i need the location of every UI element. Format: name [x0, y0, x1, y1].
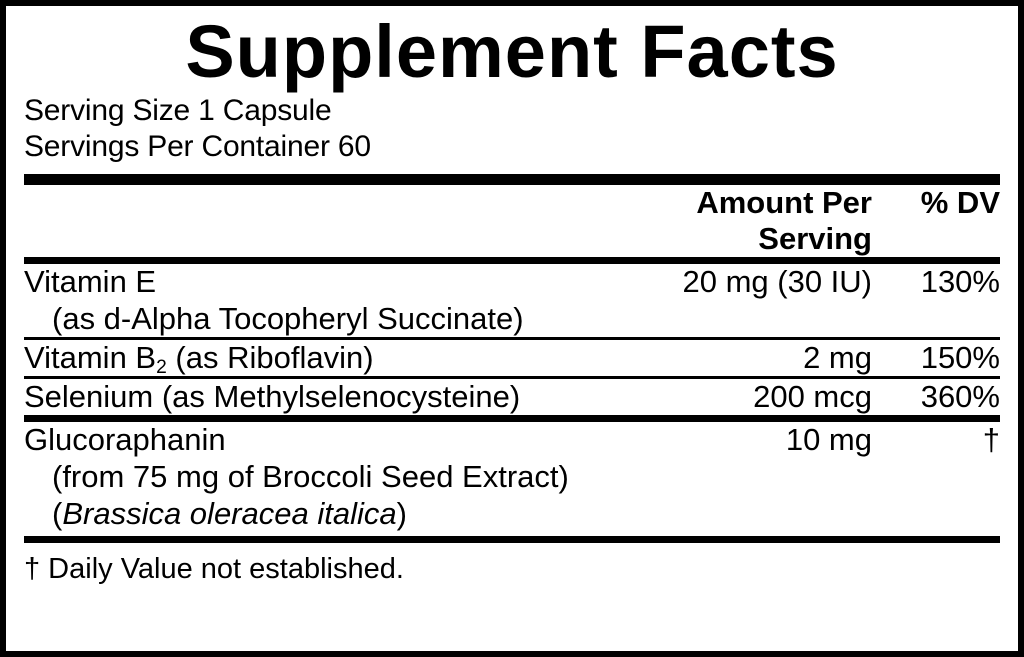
nutrition-table — [24, 185, 1000, 257]
nutrient-name-cell: Selenium (as Methylselenocysteine) — [24, 378, 521, 414]
nutrient-name-pre: Vitamin B — [24, 339, 157, 375]
nutrient-selenium-table — [24, 379, 1000, 415]
nutrient-dv: † — [982, 421, 1000, 457]
divider-before-blend — [24, 415, 1000, 422]
nutrient-source: (from 75 mg of Broccoli Seed Extract) — [52, 458, 569, 494]
divider-under-header — [24, 257, 1000, 264]
table-header-row — [24, 185, 1000, 257]
nutrient-dv: 150% — [920, 339, 1000, 375]
nutrient-name-subscript: 2 — [156, 356, 167, 378]
nutrient-name-cell — [24, 264, 622, 337]
nutrient-name: Vitamin E — [24, 263, 157, 299]
header-percent-dv: % DV — [920, 184, 1000, 220]
serving-size-text: Serving Size 1 Capsule — [24, 93, 332, 127]
nutrient-glucoraphanin-table — [24, 422, 1000, 532]
nutrient-name-post: (as Riboflavin) — [166, 339, 374, 375]
servings-per-container-text: Servings Per Container 60 — [24, 130, 371, 164]
nutrient-name-cell — [24, 340, 622, 376]
header-amount-per-serving: Amount Per Serving — [696, 184, 872, 256]
table-row — [24, 379, 1000, 415]
nutrient-amount: 10 mg — [785, 421, 872, 457]
table-row — [24, 340, 1000, 376]
footnote-text: † Daily Value not established. — [24, 553, 404, 586]
nutrient-dv: 360% — [920, 378, 1000, 414]
nutrient-name: Glucoraphanin — [24, 421, 226, 457]
nutrient-vitamin-e-table — [24, 264, 1000, 337]
nutrient-source: (as d-Alpha Tocopheryl Succinate) — [52, 300, 524, 336]
nutrient-name-cell — [24, 422, 622, 532]
nutrient-dv: 130% — [920, 263, 1000, 299]
nutrient-vitamin-b2-table — [24, 340, 1000, 376]
nutrient-amount: 20 mg (30 IU) — [682, 263, 872, 299]
table-row — [24, 422, 1000, 532]
table-row — [24, 264, 1000, 337]
divider-thick-top — [24, 174, 1000, 185]
nutrient-amount: 2 mg — [803, 339, 872, 375]
header-blank — [24, 185, 622, 257]
nutrient-amount: 200 mcg — [753, 378, 872, 414]
page-title: Supplement Facts — [185, 10, 839, 93]
nutrient-botanical-name: (Brassica oleracea italica) — [52, 495, 407, 531]
divider-before-footnote — [24, 536, 1000, 543]
